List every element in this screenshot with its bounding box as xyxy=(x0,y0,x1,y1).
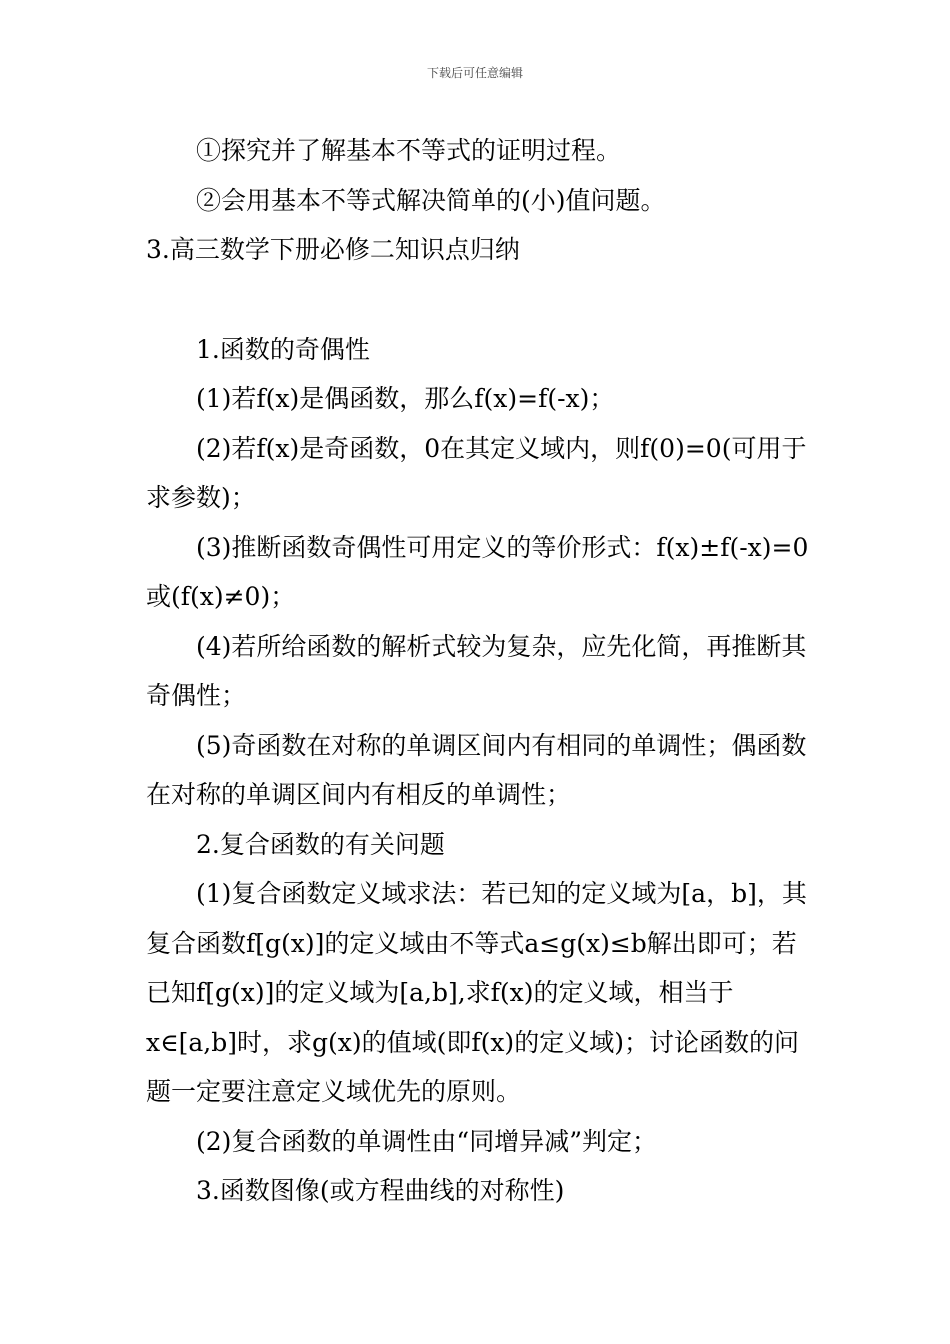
subheading-odd-even: 1.函数的奇偶性 xyxy=(196,334,370,364)
paragraph-composite-1: (1)复合函数定义域求法：若已知的定义域为[a，b]，其复合函数f[g(x)]的定义域由不等式a≤g(x)≤b解出即可；若已知f[g(x)]的定义域为[a,b],求f(x)的定义域，相当于x∈[a,b]时，求g(x)的值域(即f(x)的定义域)；讨论函数的问题一定要注意定义域优先的原则。 xyxy=(146,879,807,1106)
paragraph-goal-1: ①探究并了解基本不等式的证明过程。 xyxy=(196,136,622,165)
paragraph-goal-2: ②会用基本不等式解决简单的(小)值问题。 xyxy=(196,185,666,215)
subheading-symmetry: 3.函数图像(或方程曲线的对称性) xyxy=(196,1176,565,1205)
paragraph-item-4: (4)若所给函数的解析式较为复杂，应先化简，再推断其奇偶性； xyxy=(146,631,807,710)
subheading-composite: 2.复合函数的有关问题 xyxy=(196,829,445,859)
paragraph-composite-2: (2)复合函数的单调性由“同增异减”判定； xyxy=(196,1126,657,1156)
section-heading: 3.高三数学下册必修二知识点归纳 xyxy=(146,235,520,264)
blank-line xyxy=(146,275,810,325)
document-body xyxy=(146,126,810,1216)
paragraph-item-2: (2)若f(x)是奇函数，0在其定义域内，则f(0)=0(可用于求参数)； xyxy=(146,433,807,512)
paragraph-item-3: (3)推断函数奇偶性可用定义的等价形式：f(x)±f(-x)=0或(f(x)≠0)； xyxy=(146,532,809,611)
paragraph-item-5: (5)奇函数在对称的单调区间内有相同的单调性；偶函数在对称的单调区间内有相反的单调性； xyxy=(146,730,807,809)
paragraph-item-1: (1)若f(x)是偶函数，那么f(x)=f(-x)； xyxy=(196,384,615,413)
page-header: 下载后可任意编辑 xyxy=(426,66,523,80)
